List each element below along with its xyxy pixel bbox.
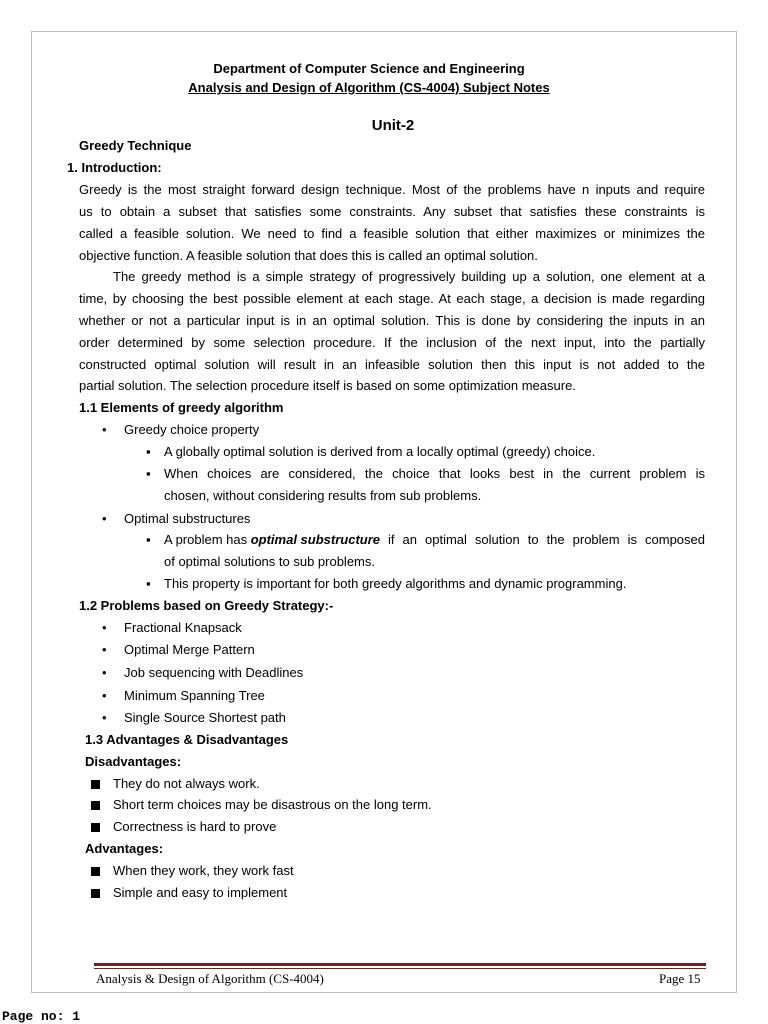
footer-page: Page 15 (659, 971, 701, 986)
footer-course: Analysis & Design of Algorithm (CS-4004) (96, 971, 324, 986)
elements-heading: 1.1 Elements of greedy algorithm (79, 400, 284, 415)
text-line: whether or not a particular input is in an optimal solution. This is done by considering the inputs in an (79, 312, 705, 328)
department-title: Department of Computer Science and Engineering (213, 61, 525, 76)
text-span: if an optimal solution to the problem is composed (380, 532, 705, 547)
text-line: partial solution. The selection procedure itself is based on some optimization measure. (79, 378, 576, 394)
list-item: • Greedy choice property (124, 422, 259, 437)
subject-title: Analysis and Design of Algorithm (CS-4004) Subject Notes (188, 80, 550, 95)
list-item: • Job sequencing with Deadlines (124, 665, 303, 680)
list-item (164, 532, 705, 547)
intro-paragraph (79, 179, 705, 267)
advantages-label: Advantages: (85, 841, 164, 856)
list-item: Simple and easy to implement (113, 885, 288, 900)
text-line: constructed optimal solution will result in an infeasible solution then this input is not added to the (79, 356, 705, 372)
text-line: order determined by some selection procedure. If the inclusion of the next input, into the partially (79, 334, 705, 350)
list-item-continuation: chosen, without considering results from sub problems. (164, 488, 482, 503)
disadvantages-label: Disadvantages: (85, 754, 182, 769)
text-line: objective function. A feasible solution that does this is called an optimal solution. (79, 247, 538, 263)
list-item: ▪ When choices are considered, the choice that looks best in the current problem is (164, 466, 705, 481)
list-item: Short term choices may be disastrous on the long term. (113, 797, 432, 812)
footer-rule (94, 963, 706, 966)
unit-title: Unit-2 (371, 117, 415, 134)
problems-heading: 1.2 Problems based on Greedy Strategy:- (79, 598, 334, 613)
list-item: • Optimal substructures (124, 511, 250, 526)
text-line: Greedy is the most straight forward design technique. Most of the problems have n inputs and require (79, 182, 705, 197)
text-span: ▪ A problem has (164, 532, 251, 547)
text-line: called a feasible solution. We need to find a feasible solution that either maximizes or minimizes the (79, 225, 705, 241)
text-line: time, by choosing the best possible element at each stage. At each stage, a decision is made regarding (79, 290, 705, 306)
list-item-continuation: of optimal solutions to sub problems. (164, 554, 375, 569)
page-number: Page no: 1 (2, 1009, 81, 1024)
list-item: • Optimal Merge Pattern (124, 642, 255, 657)
footer-rule (94, 968, 706, 969)
topic-heading: Greedy Technique (79, 138, 192, 153)
list-item: • Minimum Spanning Tree (124, 688, 265, 703)
emphasis-term: optimal substructure (250, 532, 381, 547)
advantages-heading: 1.3 Advantages & Disadvantages (85, 732, 289, 747)
list-item: When they work, they work fast (113, 863, 294, 878)
list-item: ▪ A globally optimal solution is derived from a locally optimal (greedy) choice. (164, 444, 595, 459)
text-line: The greedy method is a simple strategy of progressively building up a solution, one element at a (113, 269, 705, 284)
list-item: ▪ This property is important for both greedy algorithms and dynamic programming. (164, 576, 626, 591)
list-item: • Single Source Shortest path (124, 710, 286, 725)
greedy-method-paragraph (79, 266, 705, 397)
list-item: Correctness is hard to prove (113, 819, 277, 834)
list-item: • Fractional Knapsack (124, 620, 242, 635)
intro-heading: 1. Introduction: (67, 160, 162, 175)
list-item: They do not always work. (113, 776, 260, 791)
text-line: us to obtain a subset that satisfies some constraints. Any subset that satisfies these constraints is (79, 203, 705, 219)
